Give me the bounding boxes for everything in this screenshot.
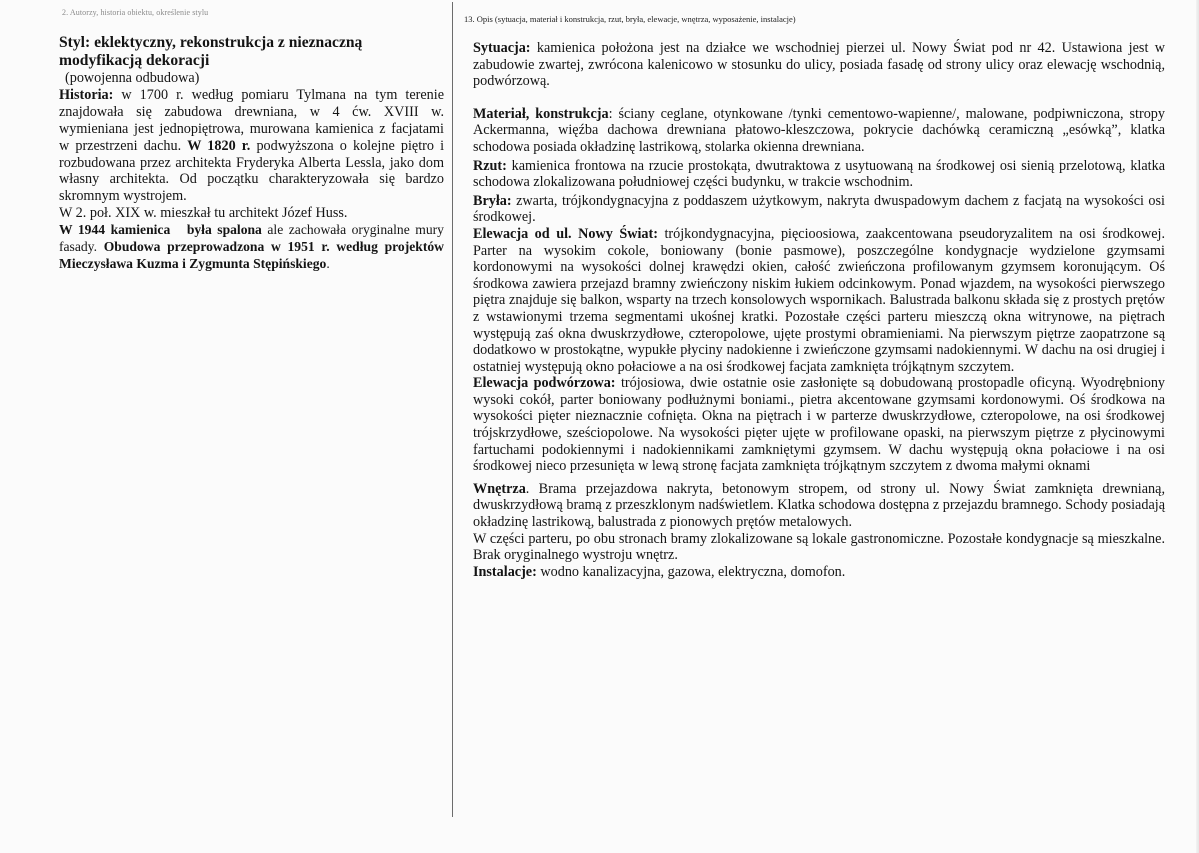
rzut-label: Rzut: (473, 157, 507, 174)
style-note (59, 70, 444, 87)
material-label: Materiał, konstrukcja (473, 105, 609, 122)
right-column (473, 40, 1165, 580)
history-year-1820: W 1820 r. (187, 137, 251, 154)
style-note-text: (powojenna odbudowa) (65, 70, 200, 86)
history-text-1: w 1700 r. według pomiaru Tylmana na tym terenie znajdowała się zabudowa drewniana, w 4 ćw. XVIII w. wymieniana jest jednopiętrowa, murowana kamienica z facjatami w przestrzeni dachu. (59, 86, 445, 154)
section-header-right: 13. Opis (sytuacja, materiał i konstrukcja, rzut, bryła, elewacje, wnętrza, wyposażenie, instalacje) (464, 14, 796, 24)
material-paragraph (473, 106, 1165, 156)
instalacje-text: wodno kanalizacyjna, gazowa, elektryczna, domofon. (540, 563, 846, 580)
podworzowa-text: trójosiowa, dwie ostatnie osie zasłonięte są dobudowaną prostopadle oficyną. Wyodrębniony wysoki cokół, parter boniowany podłużnymi boniami., pietra akcentowane gzymsami kordonowymi. Oś środkowa na wysokości pięter nieznacznie cofnięta. Okna na piętrach i w parterze dwuskrzydłowe, czteropolowe, na osi środkowej trójskrzydłowe, sześciopolowe. Na wysokości pięter ujęte w profilowane opaski, na pierwszym piętrze z płycinowymi fartuchami podokiennymi i nadokiennikami zamkniętymi gzymsem. W dachu występują okna połaciowe i na osi środkowej nieco przesunięta w lewą stronę facjata zamknięta trójkątnym szczytem z dwoma małymi oknami (473, 375, 1166, 475)
style-heading: Styl: eklektyczny, rekonstrukcja z nieznaczną modyfikacją dekoracji (59, 34, 363, 69)
elewacja-text: trójkondygnacyjna, pięcioosiowa, zaakcentowana pseudoryzalitem na osi środkowej. Parter na wysokim cokole, boniowany (bonie pasmowe), poszczególne kondygnacje wydzielone gzymsami kordonowymi na wysokości dolnej krawędzi okien, całość zwieńczona profilowanym gzymsem koronującym. Oś środkowa zawiera przejazd bramny zwieńczony niskim łukiem odcinkowym. Ponad wjazdem, na wysokości pierwszego piętra znajduje się balkon, wsparty na trzech konsolowych wspornikach. Balustrada balkonu składa się z prostych prętów z wstawionymi trzema segmentami ukośnej kratki. Pozostałe części parteru mieszczą okna witrynowe, na piętrach występują zaś okna dwuskrzydłowe, czteropolowe, ujęte prostymi obramieniami. Na pierwszym piętrze zaopatrzone są dodatkowo w prostokątne, wypukłe płyciny nadokienne i zwieńczone gzymsami nadokiennymi. W dachu na osi drugiej i ostatniej występują okno połaciowe a na osi środkowej facjata zamknięta trójkątnym szczytem. (473, 225, 1165, 375)
bryla-paragraph (473, 193, 1165, 226)
section-header-left: 2. Autorzy, historia obiektu, określenie stylu (62, 8, 209, 17)
wnetrza-paragraph (473, 481, 1165, 531)
podworzowa-label: Elewacja podwórzowa: (473, 375, 616, 392)
material-text: : ściany ceglane, otynkowane /tynki cementowo-wapienne/, malowane, podpiwniczona, stropy Ackermanna, więźba dachowa drewniana płatowo-kleszczowa, pokrycie dachówką ceramiczną „esówką”, klatka schodowa posiada okładzinę lastrikową, stolarka okienna drewniana. (473, 105, 1165, 155)
war-paragraph (59, 222, 444, 273)
column-divider (452, 2, 453, 817)
left-column (59, 34, 444, 273)
sytuacja-text: kamienica położona jest na działce we wschodniej pierzei ul. Nowy Świat pod nr 42. Ustawiona jest w zabudowie zwartej, zwrócona kalenicowo w stosunku do ulicy, posiada fasadę od strony ulicy oraz elewację wschodnią, podwórzową. (473, 40, 1165, 90)
rzut-paragraph (473, 158, 1165, 191)
war-burned: była spalona (186, 222, 262, 238)
wnetrza-label: Wnętrza (473, 480, 526, 497)
war-text: ale zachowała oryginalne mury fasady. (59, 222, 444, 255)
bryla-text: zwarta, trójkondygnacyjna z poddaszem użytkowym, nakryta dwuspadowym dachem z facjatą na wysokości osi środkowej. (473, 192, 1165, 226)
rzut-text: kamienica frontowa na rzucie prostokąta, dwutraktowa z usytuowaną na środkowej osi sienią przelotową, klatka schodowa zlokalizowana południowej części budynku, w trakcie wschodnim. (473, 157, 1166, 191)
history-label: Historia: (59, 86, 114, 103)
history-text-2: podwyższona o kolejne piętro i rozbudowana przez architekta Fryderyka Alberta Lessla, jako dom własny architekta. Od początku charakteryzowała się bardzo skromnym wystrojem. (59, 137, 445, 205)
rebuild-end: . (326, 255, 330, 271)
bryla-label: Bryła: (473, 192, 512, 209)
history-huss: W 2. poł. XIX w. mieszkał tu architekt Józef Huss. (59, 205, 348, 222)
instalacje-label: Instalacje: (473, 563, 537, 580)
history-paragraph (59, 87, 444, 205)
elewacja-label: Elewacja od ul. Nowy Świat: (473, 225, 658, 242)
wnetrza-text: . Brama przejazdowa nakryta, betonowym stropem, od strony ul. Nowy Świat zamknięta drewnianą, dwuskrzydłową bramą z przeszklonym nadświetlem. Klatka schodowa dostępna z przejazdu bramnego. Schody posiadają okładzinę lastrikową, balustrada z pionowych prętów metalowych. (473, 480, 1165, 531)
wnetrza-paragraph-2: W części parteru, po obu stronach bramy zlokalizowane są lokale gastronomiczne. Pozostałe kondygnacje są mieszkalne. Brak oryginalnego wystroju wnętrz. (473, 530, 1165, 564)
sytuacja-paragraph (473, 40, 1165, 90)
rebuild-text: Obudowa przeprowadzona w 1951 r. według projektów Mieczysława Kuzma i Zygmunta Stępińskiego (59, 239, 444, 271)
war-year: W 1944 kamienica (59, 222, 171, 238)
podworzowa-paragraph (473, 375, 1165, 475)
elewacja-paragraph (473, 226, 1165, 375)
instalacje-paragraph (473, 564, 1165, 581)
sytuacja-label: Sytuacja: (473, 40, 531, 56)
